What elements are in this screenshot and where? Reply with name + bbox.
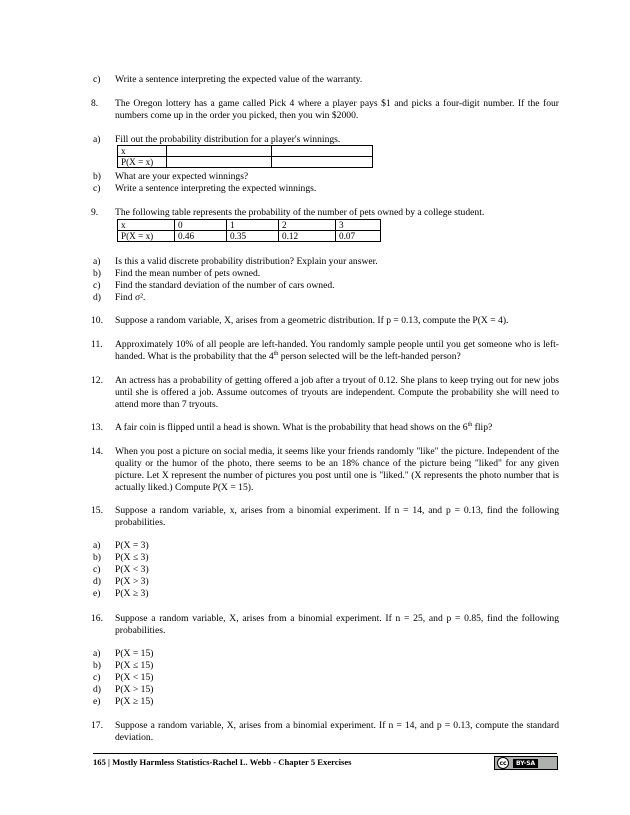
q16-part: c) P(X < 15) bbox=[93, 672, 154, 683]
q17-text: Suppose a random variable, X, arises from a binomial experiment. If n = 14, and p = 0.13, compute the standard deviation. bbox=[115, 720, 559, 743]
q9-part-a: a) Is this a valid discrete probability distribution? Explain your answer. bbox=[93, 256, 378, 267]
q10-text: Suppose a random variable, X, arises from a geometric distribution. If p = 0.13, compute the P(X = 4). bbox=[115, 315, 509, 326]
q12-text: An actress has a probability of getting offered a job after a tryout of 0.12. She plans to keep trying out for new jobs until she is offered a job. Assume outcomes of tryouts are independent. Compute the probability she will need to attend more than 7 tryouts. bbox=[115, 375, 559, 410]
cc-icon: cc bbox=[497, 757, 509, 769]
q9-part-c: c) Find the standard deviation of the number of cars owned. bbox=[93, 280, 335, 291]
q16-part: b) P(X ≤ 15) bbox=[93, 660, 154, 671]
q9-table-cell: 0.12 bbox=[279, 231, 336, 242]
page-footer: 165 | Mostly Harmless Statistics-Rachel L. Webb - Chapter 5 Exercises bbox=[93, 757, 352, 767]
q8-part-a: a) Fill out the probability distribution for a player's winnings. bbox=[93, 134, 341, 145]
q9-part-b: b) Find the mean number of pets owned. bbox=[93, 268, 261, 279]
q8-text: The Oregon lottery has a game called Pick 4 where a player pays $1 and picks a four-digit number. If the four numbers come up in the order you picked, then you win $2000. bbox=[115, 98, 559, 121]
q9-table-cell: 0 bbox=[175, 220, 227, 231]
q8-table-x-label: x bbox=[118, 146, 167, 157]
q16-number: 16. bbox=[91, 613, 103, 624]
q9-text: The following table represents the probability of the number of pets owned by a college student. bbox=[115, 207, 485, 218]
q9-probability-table bbox=[117, 219, 381, 242]
q15-text: Suppose a random variable, x, arises from a binomial experiment. If n = 14, and p = 0.13, find the following probabilities. bbox=[115, 505, 559, 528]
q8-table-p-label: P(X = x) bbox=[118, 157, 167, 168]
q15-part: b) P(X ≤ 3) bbox=[93, 552, 149, 563]
q15-part: a) P(X = 3) bbox=[93, 540, 149, 551]
q9-table-cell: x bbox=[118, 220, 175, 231]
cc-license-badge bbox=[494, 756, 558, 770]
q13-text: A fair coin is flipped until a head is shown. What is the probability that head shows on the 6th flip? bbox=[115, 421, 493, 433]
q9-number: 9. bbox=[91, 207, 99, 218]
q9-table-cell: 0.07 bbox=[336, 231, 381, 242]
q10-number: 10. bbox=[91, 315, 103, 326]
q15-part: e) P(X ≥ 3) bbox=[93, 588, 149, 599]
q7-part-c: c) Write a sentence interpreting the expected value of the warranty. bbox=[93, 74, 363, 85]
q11-text: Approximately 10% of all people are left-handed. You randomly sample people until you get someone who is left-handed. What is the probability that the 4th person selected will be the left-handed person? bbox=[115, 339, 559, 362]
q9-table-cell: 1 bbox=[227, 220, 279, 231]
q9-table-cell: 2 bbox=[279, 220, 336, 231]
q16-part: e) P(X ≥ 15) bbox=[93, 696, 154, 707]
footer-divider bbox=[93, 753, 557, 754]
license-label: BY-SA bbox=[513, 759, 538, 768]
q9-table-cell: 3 bbox=[336, 220, 381, 231]
q9-table-cell: P(X = x) bbox=[118, 231, 175, 242]
q16-text: Suppose a random variable, X, arises from a binomial experiment. If n = 25, and p = 0.85, find the following probabilities. bbox=[115, 613, 559, 636]
q9-table-cell: 0.46 bbox=[175, 231, 227, 242]
q14-text: When you post a picture on social media, it seems like your friends randomly "like" the picture. Independent of the quality or the humor of the photo, there seems to be an 18% chance of the picture being "liked" for any given picture. Let X represent the number of pictures you post until one is "liked." (X represents the photo number that is actually liked.) Compute P(X = 15). bbox=[115, 446, 559, 493]
q8-part-c: c) Write a sentence interpreting the expected winnings. bbox=[93, 183, 317, 194]
q8-probability-table bbox=[117, 145, 373, 168]
q16-part: d) P(X > 15) bbox=[93, 684, 154, 695]
q12-number: 12. bbox=[91, 375, 103, 386]
q16-part: a) P(X = 15) bbox=[93, 648, 154, 659]
q9-table-cell: 0.35 bbox=[227, 231, 279, 242]
q9-part-d: d) Find σ². bbox=[93, 292, 146, 303]
q15-part: c) P(X < 3) bbox=[93, 564, 149, 575]
q13-number: 13. bbox=[91, 422, 103, 433]
q17-number: 17. bbox=[91, 720, 103, 731]
q11-number: 11. bbox=[91, 339, 103, 350]
q14-number: 14. bbox=[91, 446, 103, 457]
q15-part: d) P(X > 3) bbox=[93, 576, 149, 587]
q8-part-b: b) What are your expected winnings? bbox=[93, 171, 249, 182]
q8-number: 8. bbox=[91, 98, 99, 109]
q15-number: 15. bbox=[91, 505, 103, 516]
